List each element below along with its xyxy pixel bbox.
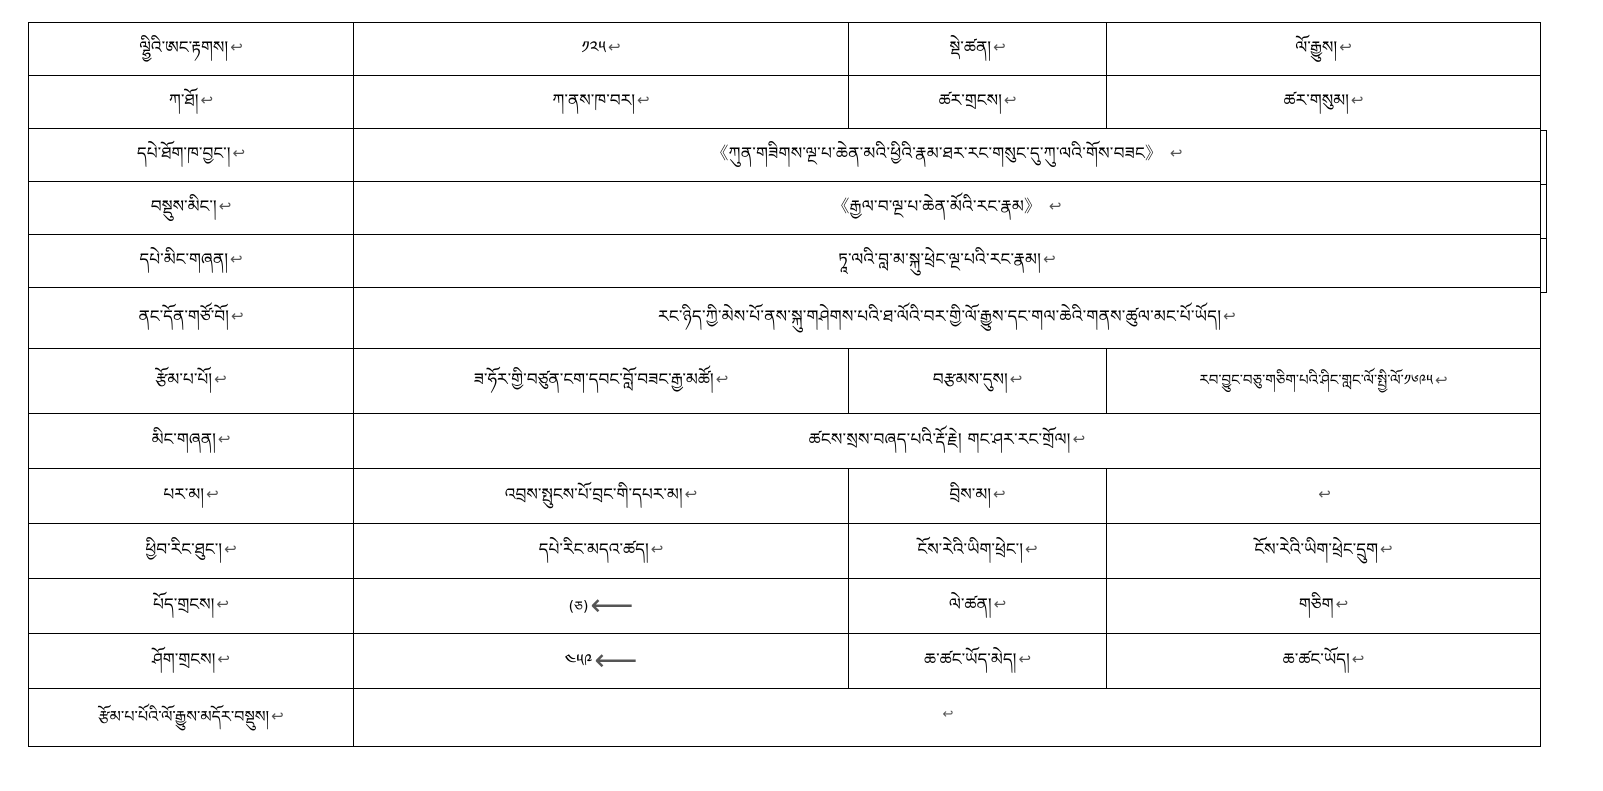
label-cell: དཔེ་མིང་གཞན། ↩ [29, 235, 354, 288]
table-row [29, 349, 1541, 414]
return-arrow-icon: ⟵ [590, 588, 634, 623]
return-mark-icon: ↩ [206, 485, 219, 504]
table-border-overhang [1540, 238, 1547, 293]
label-cell: ནང་དོན་གཙོ་བོ། ↩ [29, 288, 354, 349]
table-row [29, 579, 1541, 634]
value-cell: འབྲས་སྤུངས་པོ་བྲང་གི་དཔར་མ། ↩ [354, 469, 849, 524]
label-cell: བསྡུས་མིང་། ↩ [29, 182, 354, 235]
label-cell: རྩོམ་པ་པོའི་ལོ་རྒྱུས་མདོར་བསྡུས། ↩ [29, 689, 354, 747]
table-row [29, 689, 1541, 747]
return-mark-icon: ↩ [715, 370, 729, 389]
return-mark-icon: ↩ [1339, 38, 1352, 57]
return-mark-icon: ↩ [230, 307, 244, 326]
label-cell: བྲིས་མ། ↩ [849, 469, 1107, 524]
return-mark-icon: ↩ [1435, 371, 1448, 390]
value-cell [1107, 469, 1541, 524]
table-row [29, 23, 1541, 76]
table-border-overhang [1540, 184, 1547, 239]
return-mark-icon: ↩ [1043, 250, 1056, 269]
author-bio-value-cell [354, 689, 1541, 747]
return-mark-icon: ↩ [993, 485, 1006, 504]
return-mark-icon: ↩ [1048, 197, 1062, 216]
table-row [29, 634, 1541, 689]
return-mark-icon: ↩ [1351, 650, 1365, 669]
label-cell: ཀ་ཐོ། ↩ [29, 76, 354, 129]
return-mark-icon: ↩ [232, 144, 246, 163]
return-mark-icon: ↩ [1380, 540, 1393, 559]
title-value-cell: 《ཀུན་གཟིགས་ལྔ་པ་ཆེན་མའི་ཕྱིའི་རྣམ་ཐར་རང་གསུང་དུ་ཀུ་ལའི་གོས་བཟང》 ↩ [354, 129, 1541, 182]
value-cell: ཟ་ཧོར་གྱི་བཙུན་ངག་དབང་བློ་བཟང་རྒྱ་མཚོ། ↩ [354, 349, 849, 414]
return-mark-icon: ↩ [218, 197, 232, 216]
table-row [29, 182, 1541, 235]
table-row [29, 288, 1541, 349]
return-mark-icon: ↩ [216, 595, 229, 614]
value-cell: གཅིག ↩ [1107, 579, 1541, 634]
label-cell: ཕྱིབ་རིང་ཐུང་། ↩ [29, 524, 354, 579]
table-row [29, 414, 1541, 469]
return-mark-icon: ↩ [271, 707, 284, 726]
return-mark-icon: ↩ [1003, 91, 1017, 110]
summary-value-cell: རང་ཉིད་ཀྱི་མེས་པོ་ནས་སྐུ་གཤེགས་པའི་ཐ་ལོའི་བར་གྱི་ལོ་རྒྱུས་དང་གལ་ཆེའི་གནས་ཚུལ་མང་པོ་ཡོད། ↩ [354, 288, 1541, 349]
value-cell: ཚར་གསུམ། ↩ [1107, 76, 1541, 129]
value-cell: ཀ་ནས་ཁ་བར། ↩ [354, 76, 849, 129]
return-mark-icon: ↩ [1335, 595, 1349, 614]
return-mark-icon: ↩ [200, 91, 214, 110]
previous-page-text-edge [0, 0, 1603, 16]
return-mark-icon: ↩ [230, 250, 243, 269]
value-cell: ༤༥༩⟵ [354, 634, 849, 689]
table-row [29, 129, 1541, 182]
value-cell: ངོས་རེའི་ཡིག་ཕྲེང་དྲུག ↩ [1107, 524, 1541, 579]
return-mark-icon: ↩ [1169, 144, 1183, 163]
return-mark-icon: ↩ [217, 430, 231, 449]
table-border-overhang [1540, 130, 1547, 185]
return-mark-icon: ↩ [993, 38, 1006, 57]
short-title-value-cell: 《རྒྱལ་བ་ལྔ་པ་ཆེན་མོའི་རང་རྣམ》 ↩ [354, 182, 1541, 235]
label-cell: ཆ་ཚང་ཡོད་མེད། ↩ [849, 634, 1107, 689]
label-cell: བརྩམས་དུས། ↩ [849, 349, 1107, 414]
label-cell: སྡེ་ཚན། ↩ [849, 23, 1107, 76]
value-cell: རབ་བྱུང་བཅུ་གཅིག་པའི་ཤིང་གླང་ལོ་སྤྱི་ལོ་༡༦༩༥ ↩ [1107, 349, 1541, 414]
return-mark-icon: ↩ [1223, 307, 1236, 326]
return-mark-icon: ↩ [684, 485, 698, 504]
return-mark-icon: ↩ [993, 595, 1007, 614]
return-mark-icon: ↩ [1318, 485, 1331, 504]
return-mark-icon: ↩ [608, 38, 621, 57]
return-mark-icon: ↩ [1018, 650, 1032, 669]
return-mark-icon: ↩ [942, 706, 954, 722]
label-cell: རྩོམ་པ་པོ། ↩ [29, 349, 354, 414]
alt-title-value-cell: ཏཱ་ལའི་བླ་མ་སྐུ་ཕྲེང་ལྔ་པའི་རང་རྣམ། ↩ [354, 235, 1541, 288]
return-mark-icon: ↩ [217, 650, 230, 669]
table-row [29, 524, 1541, 579]
label-cell: ལེ་ཚན། ↩ [849, 579, 1107, 634]
label-cell: ཚར་གྲངས། ↩ [849, 76, 1107, 129]
table-row [29, 76, 1541, 129]
label-cell: ཤོག་གྲངས། ↩ [29, 634, 354, 689]
alt-name-value-cell: ཚངས་སྲས་བཞད་པའི་རྡོ་རྗེ། གང་ཤར་རང་གྲོལ། ↩ [354, 414, 1541, 469]
value-cell: ཆ་ཚང་ཡོད། ↩ [1107, 634, 1541, 689]
label-cell: པོད་གྲངས། ↩ [29, 579, 354, 634]
return-mark-icon: ↩ [224, 540, 237, 559]
value-cell: ལོ་རྒྱུས། ↩ [1107, 23, 1541, 76]
catalog-table [28, 22, 1541, 747]
return-mark-icon: ↩ [1025, 540, 1038, 559]
label-cell: པར་མ། ↩ [29, 469, 354, 524]
return-mark-icon: ↩ [1072, 430, 1086, 449]
label-cell: དཔེ་ཐོག་ཁ་བྱང་། ↩ [29, 129, 354, 182]
label-cell: ལྷྱིའི་ཨང་རྟགས། ↩ [29, 23, 354, 76]
return-mark-icon: ↩ [1009, 370, 1023, 389]
label-cell: མིང་གཞན། ↩ [29, 414, 354, 469]
return-mark-icon: ↩ [637, 91, 650, 110]
return-mark-icon: ↩ [230, 38, 243, 57]
return-mark-icon: ↩ [650, 540, 664, 559]
table-row [29, 469, 1541, 524]
table-row [29, 235, 1541, 288]
return-mark-icon: ↩ [214, 370, 227, 389]
return-mark-icon: ↩ [1350, 91, 1364, 110]
value-cell: དཔེ་རིང་མདའ་ཚད། ↩ [354, 524, 849, 579]
value-cell: (ཅ)⟵ [354, 579, 849, 634]
label-cell: ངོས་རེའི་ཡིག་ཕྲེང་། ↩ [849, 524, 1107, 579]
return-arrow-icon: ⟵ [594, 643, 638, 678]
value-cell: ༡༢༥ ↩ [354, 23, 849, 76]
